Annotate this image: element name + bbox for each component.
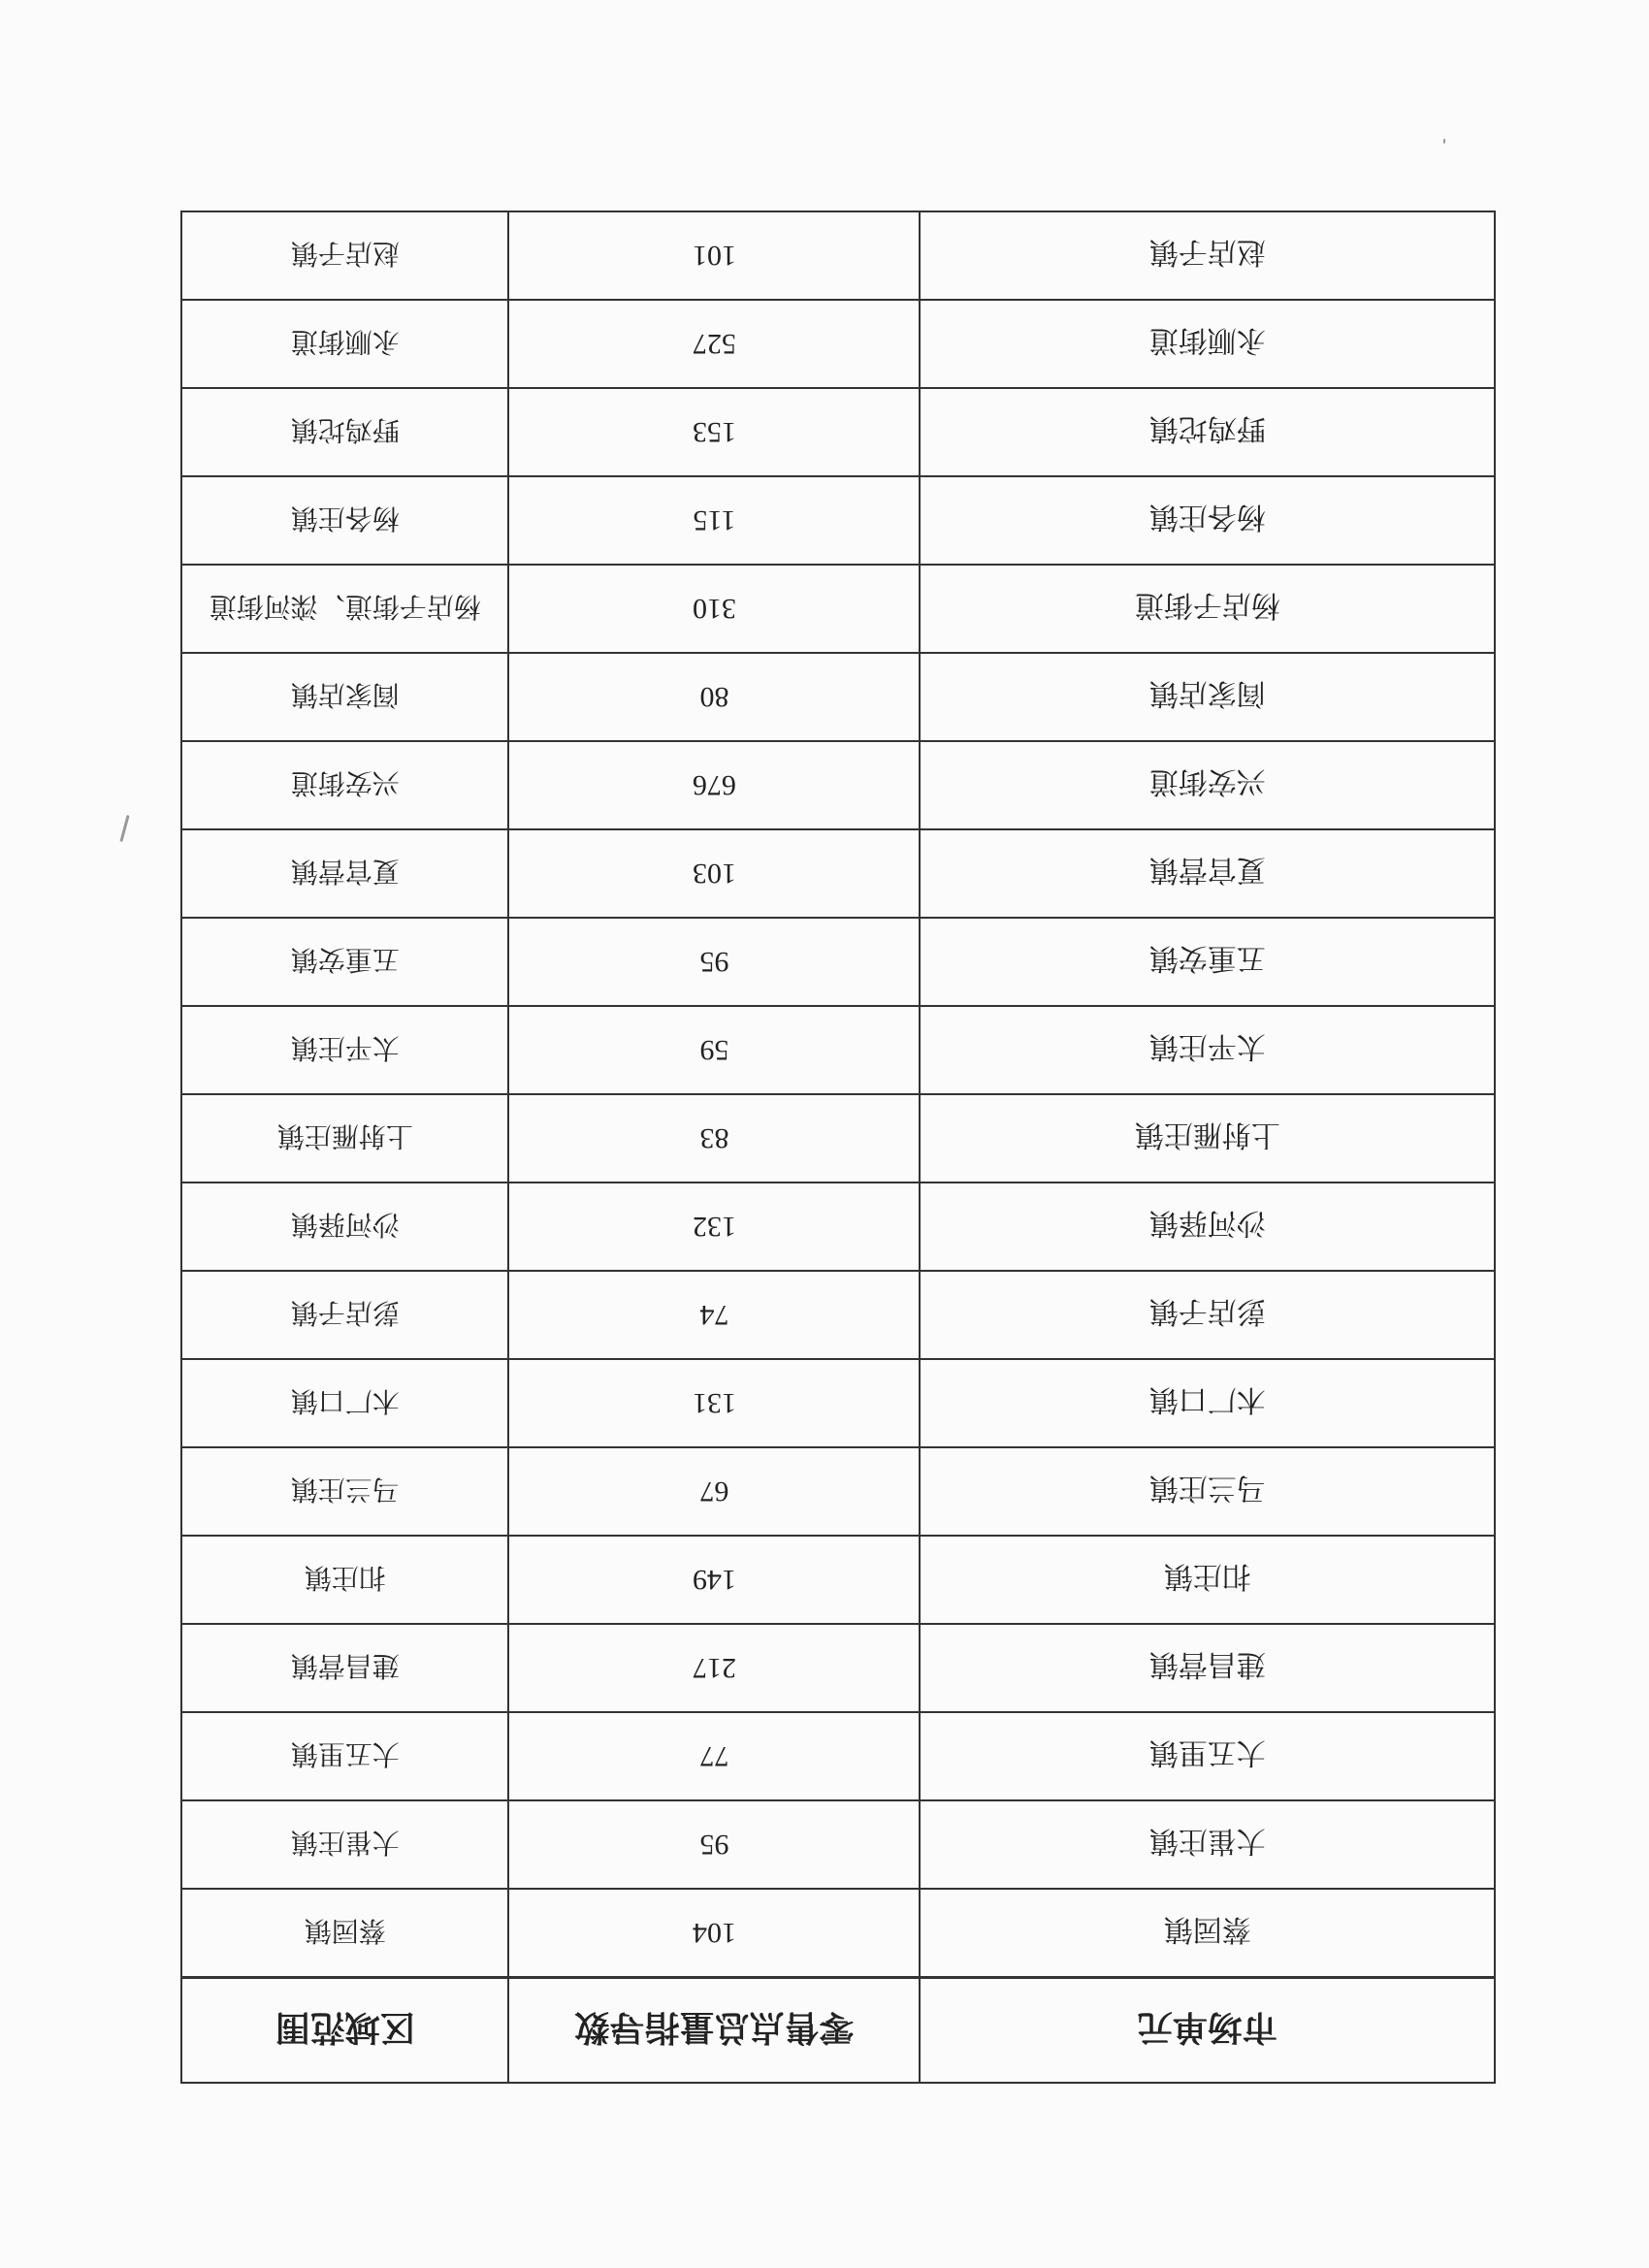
table-row: [181, 388, 1495, 476]
guide-count-cell: 310: [509, 565, 921, 653]
header-market-unit: 市场单元: [920, 1978, 1495, 2084]
guide-count-cell: 74: [509, 1271, 921, 1359]
area-scope-cell: 彭店子镇: [181, 1271, 509, 1359]
scan-speck: [119, 815, 129, 842]
area-scope-cell: 马兰庄镇: [181, 1447, 509, 1536]
area-scope-cell: 太平庄镇: [181, 1006, 509, 1094]
area-scope-cell: 大崔庄镇: [181, 1800, 509, 1889]
market-unit-cell: 野鸡坨镇: [920, 388, 1495, 476]
table-row: [181, 1447, 1495, 1536]
market-unit-cell: 太平庄镇: [920, 1006, 1495, 1094]
table-row: [181, 1712, 1495, 1800]
area-scope-cell: 兴安街道: [181, 741, 509, 829]
area-scope-cell: 大五里镇: [181, 1712, 509, 1800]
area-scope-cell: 沙河驿镇: [181, 1183, 509, 1271]
market-unit-cell: 永顺街道: [920, 300, 1495, 388]
table-row: [181, 653, 1495, 741]
market-unit-cell: 建昌营镇: [920, 1624, 1495, 1712]
table-row: [181, 1006, 1495, 1094]
market-unit-cell: 上射雁庄镇: [920, 1094, 1495, 1183]
market-unit-cell: 杨各庄镇: [920, 476, 1495, 565]
area-scope-cell: 扣庄镇: [181, 1536, 509, 1624]
guide-count-cell: 131: [509, 1359, 921, 1447]
guide-count-cell: 83: [509, 1094, 921, 1183]
table-header-row: [181, 1978, 1495, 2084]
area-scope-cell: 阎家店镇: [181, 653, 509, 741]
guide-count-cell: 77: [509, 1712, 921, 1800]
guide-count-cell: 153: [509, 388, 921, 476]
table-row: [181, 211, 1495, 300]
guide-count-cell: 217: [509, 1624, 921, 1712]
area-scope-cell: 夏官营镇: [181, 829, 509, 918]
guide-count-cell: 101: [509, 211, 921, 300]
market-unit-cell: 兴安街道: [920, 741, 1495, 829]
area-scope-cell: 建昌营镇: [181, 1624, 509, 1712]
table-row: [181, 565, 1495, 653]
guide-count-cell: 527: [509, 300, 921, 388]
area-scope-cell: 杨各庄镇: [181, 476, 509, 565]
area-scope-cell: 杨店子街道、滦河街道: [181, 565, 509, 653]
retail-points-table: [180, 211, 1496, 2084]
table-row: [181, 918, 1495, 1006]
guide-count-cell: 67: [509, 1447, 921, 1536]
guide-count-cell: 95: [509, 1800, 921, 1889]
table-row: [181, 1094, 1495, 1183]
market-unit-cell: 五重安镇: [920, 918, 1495, 1006]
market-unit-cell: 大崔庄镇: [920, 1800, 1495, 1889]
guide-count-cell: 80: [509, 653, 921, 741]
table-row: [181, 1536, 1495, 1624]
area-scope-cell: 永顺街道: [181, 300, 509, 388]
scan-speck: [1443, 139, 1445, 144]
guide-count-cell: 132: [509, 1183, 921, 1271]
market-unit-cell: 扣庄镇: [920, 1536, 1495, 1624]
market-unit-cell: 木厂口镇: [920, 1359, 1495, 1447]
table-row: [181, 1271, 1495, 1359]
market-unit-cell: 蔡园镇: [920, 1889, 1495, 1978]
market-unit-cell: 大五里镇: [920, 1712, 1495, 1800]
guide-count-cell: 149: [509, 1536, 921, 1624]
guide-count-cell: 95: [509, 918, 921, 1006]
table-row: [181, 1889, 1495, 1978]
market-unit-cell: 杨店子街道: [920, 565, 1495, 653]
table-row: [181, 1624, 1495, 1712]
guide-count-cell: 104: [509, 1889, 921, 1978]
table-row: [181, 1359, 1495, 1447]
market-unit-cell: 赵店子镇: [920, 211, 1495, 300]
table-row: [181, 741, 1495, 829]
header-guide-count: 零售点总量指导数: [509, 1978, 921, 2084]
guide-count-cell: 59: [509, 1006, 921, 1094]
market-unit-cell: 彭店子镇: [920, 1271, 1495, 1359]
market-unit-cell: 马兰庄镇: [920, 1447, 1495, 1536]
guide-count-cell: 676: [509, 741, 921, 829]
guide-count-cell: 103: [509, 829, 921, 918]
market-unit-cell: 阎家店镇: [920, 653, 1495, 741]
header-area-scope: 区域范围: [181, 1978, 509, 2084]
guide-count-cell: 115: [509, 476, 921, 565]
table-row: [181, 300, 1495, 388]
table-row: [181, 829, 1495, 918]
area-scope-cell: 野鸡坨镇: [181, 388, 509, 476]
market-unit-cell: 夏官营镇: [920, 829, 1495, 918]
table-row: [181, 1183, 1495, 1271]
area-scope-cell: 赵店子镇: [181, 211, 509, 300]
area-scope-cell: 木厂口镇: [181, 1359, 509, 1447]
area-scope-cell: 蔡园镇: [181, 1889, 509, 1978]
area-scope-cell: 上射雁庄镇: [181, 1094, 509, 1183]
table-row: [181, 476, 1495, 565]
area-scope-cell: 五重安镇: [181, 918, 509, 1006]
market-unit-cell: 沙河驿镇: [920, 1183, 1495, 1271]
table-row: [181, 1800, 1495, 1889]
